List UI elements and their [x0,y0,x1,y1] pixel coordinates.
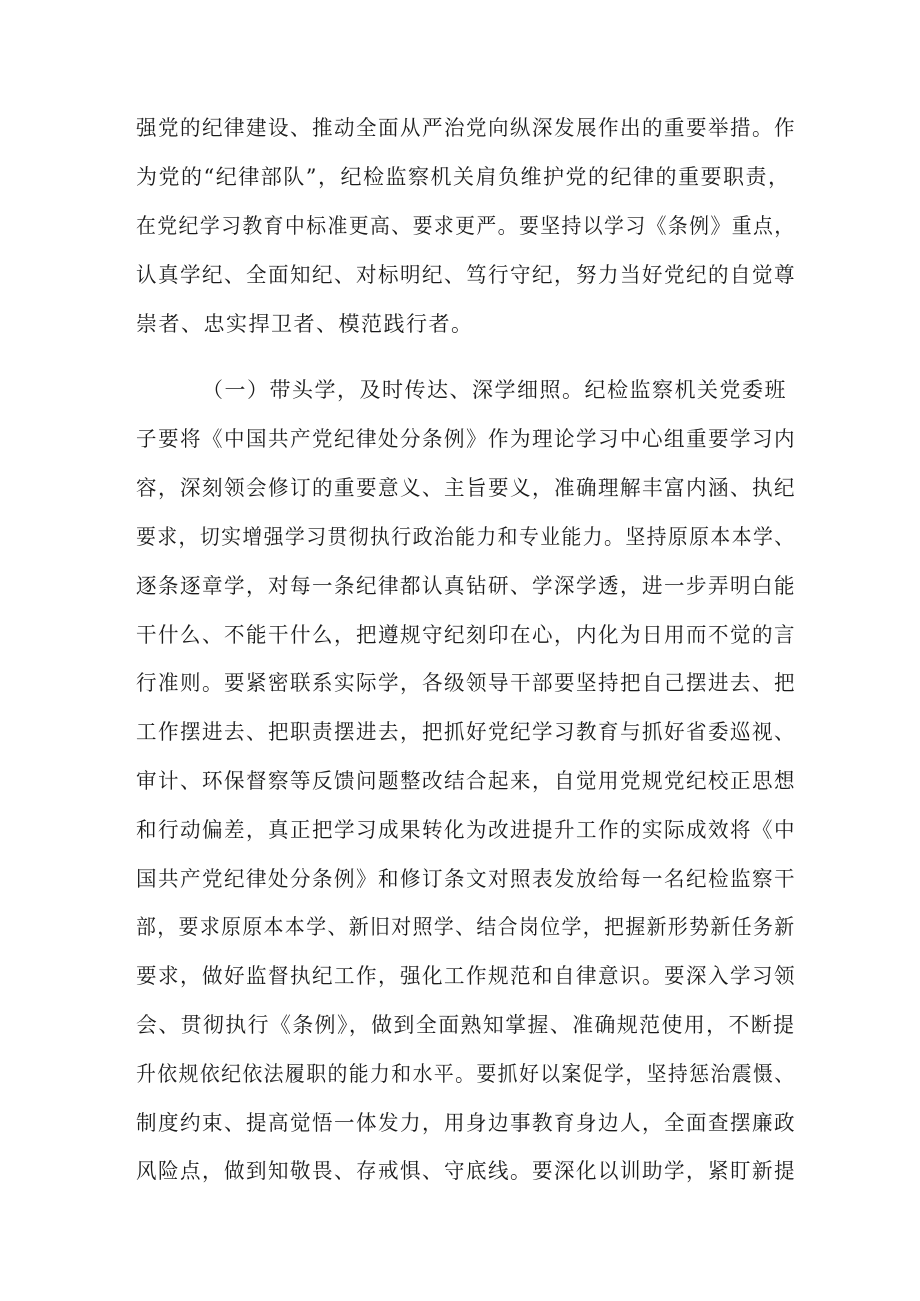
paragraph-2-line: 国共产党纪律处分条例》和修订条文对照表发放给每一名纪检监察干 [136,867,796,891]
paragraph-1-line: 认真学纪、全面知纪、对标明纪、笃行守纪，努力当好党纪的自觉尊 [136,263,796,287]
paragraph-2-line: 部，要求原原本本学、新旧对照学、结合岗位学，把握新形势新任务新 [136,915,796,939]
paragraph-2-line: 制度约束、提高觉悟一体发力，用身边事教育身边人，全面查摆廉政 [136,1111,796,1135]
paragraph-2-line: 会、贯彻执行《条例》，做到全面熟知掌握、准确规范使用，不断提 [136,1013,796,1037]
paragraph-1-line: 强党的纪律建设、推动全面从严治党向纵深发展作出的重要举措。作 [136,116,796,140]
paragraph-2-line: 逐条逐章学，对每一条纪律都认真钻研、学深学透，进一步弄明白能 [136,574,796,598]
paragraph-2-line: 和行动偏差，真正把学习成果转化为改进提升工作的实际成效将《中 [136,818,796,842]
paragraph-2-line: 风险点，做到知敬畏、存戒惧、守底线。要深化以训助学，紧盯新提 [136,1159,796,1183]
paragraph-2-line: 工作摆进去、把职责摆进去，把抓好党纪学习教育与抓好省委巡视、 [136,720,796,744]
paragraph-1-line: 为党的“纪律部队”，纪检监察机关肩负维护党的纪律的重要职责， [136,165,791,189]
paragraph-2-line: 干什么、不能干什么，把遵规守纪刻印在心，内化为日用而不觉的言 [136,623,796,647]
paragraph-2-line: 审计、环保督察等反馈问题整改结合起来，自觉用党规党纪校正思想 [136,769,796,793]
paragraph-1-line: 在党纪学习教育中标准更高、要求更严。要坚持以学习《条例》重点， [136,214,796,238]
paragraph-2-line: 行准则。要紧密联系实际学，各级领导干部要坚持把自己摆进去、把 [136,671,796,695]
paragraph-2-line: 要求，切实增强学习贯彻执行政治能力和专业能力。坚持原原本本学、 [136,525,796,549]
paragraph-2-line: 容，深刻领会修订的重要意义、主旨要义，准确理解丰富内涵、执纪 [136,476,796,500]
paragraph-2-line: 子要将《中国共产党纪律处分条例》作为理论学习中心组重要学习内 [136,427,796,451]
paragraph-2-line: （一）带头学，及时传达、深学细照。纪检监察机关党委班 [202,378,787,402]
paragraph-1-line: 崇者、忠实捍卫者、模范践行者。 [136,312,474,336]
paragraph-2-line: 要求，做好监督执纪工作，强化工作规范和自律意识。要深入学习领 [136,964,796,988]
paragraph-2-line: 升依规依纪依法履职的能力和水平。要抓好以案促学，坚持惩治震慑、 [136,1062,796,1086]
